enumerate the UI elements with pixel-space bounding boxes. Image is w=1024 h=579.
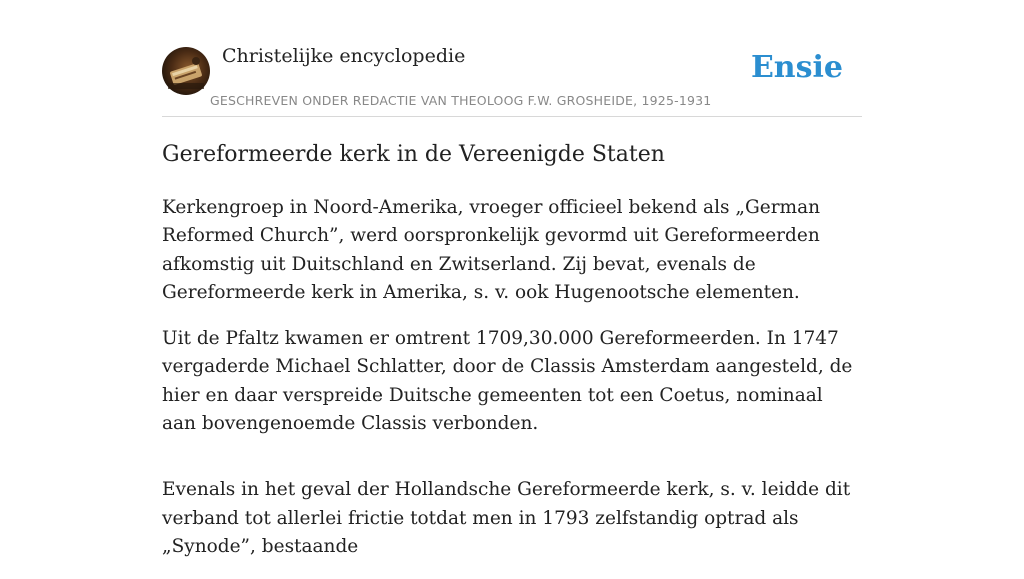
article-paragraph: Uit de Pfaltz kwamen er omtrent 1709,30.000 Gereformeerden. In 1747 vergaderde Michael Schlatter, door de Classis Amsterdam aangesteld, de hier en daar verspreide Duitsche gemeenten tot een Coetus, nominaal aan bovengenoemde Classis verbonden. <box>162 328 853 435</box>
site-header <box>162 44 862 117</box>
brand-logo[interactable]: Ensie <box>750 50 843 85</box>
site-subtitle: GESCHREVEN ONDER REDACTIE VAN THEOLOOG F.W. GROSHEIDE, 1925-1931 <box>210 93 712 108</box>
article-paragraph: Kerkengroep in Noord-Amerika, vroeger officieel bekend als „German Reformed Church”, werd oorspronkelijk gevormd uit Gereformeerden afkomstig uit Duitschland en Zwitserland. Zij bevat, evenals de Gereformeerde kerk in Amerika, s. v. ook Hugenootsche elementen. <box>162 197 821 303</box>
site-name[interactable]: Christelijke encyclopedie <box>222 45 466 67</box>
book-photo-icon <box>162 47 210 95</box>
article-title: Gereformeerde kerk in de Vereenigde Staten <box>162 142 665 167</box>
article-paragraph: Evenals in het geval der Hollandsche Gereformeerde kerk, s. v. leidde dit verband tot allerlei frictie totdat men in 1793 zelfstandig optrad als „Synode”, bestaande <box>162 479 851 557</box>
site-avatar[interactable] <box>162 47 210 95</box>
article <box>162 136 862 579</box>
